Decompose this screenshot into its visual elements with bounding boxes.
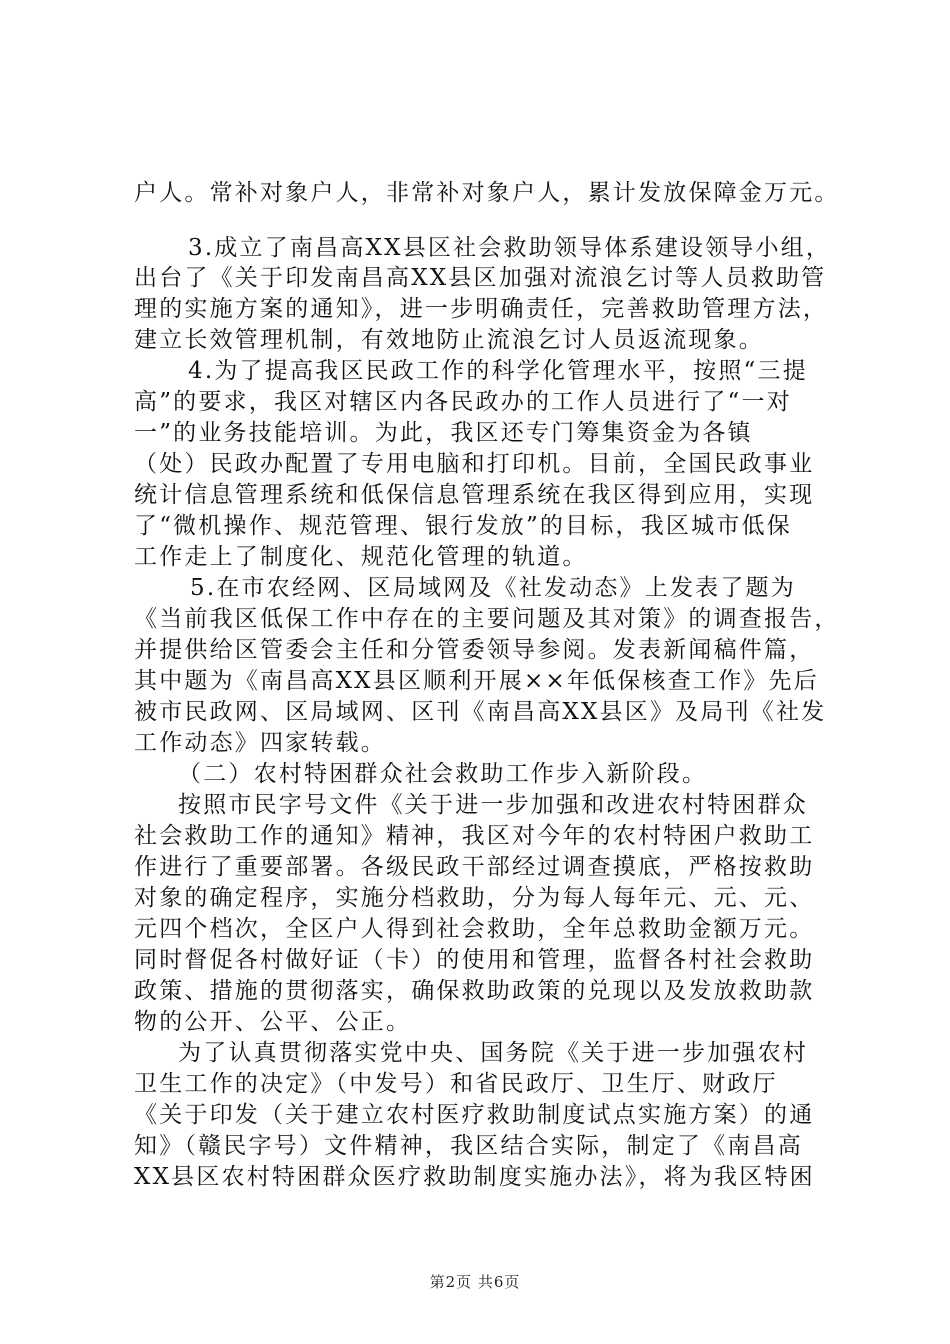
text-line: XX县区农村特困群众医疗救助制度实施办法》，将为我区特困 [134, 1164, 815, 1190]
page-number: 第2页 共6页 [429, 1273, 521, 1291]
text-line: 5.在市农经网、区局域网及《社发动态》上发表了题为 [190, 575, 796, 601]
text-line: 工作走上了制度化、规范化管理的轨道。 [134, 544, 588, 570]
text-line: （处）民政办配置了专用电脑和打印机。目前，全国民政事业 [134, 451, 815, 477]
text-line: 户人。常补对象户人，非常补对象户人，累计发放保障金万元。 [134, 180, 840, 206]
text-line: 按照市民字号文件《关于进一步加强和改进农村特困群众 [178, 792, 808, 818]
text-line: 被市民政网、区局域网、区刊《南昌高XX县区》及局刊《社发 [134, 699, 827, 725]
text-line: 知》（赣民字号）文件精神，我区结合实际，制定了《南昌高 [134, 1133, 803, 1159]
text-line: 政策、措施的贯彻落实，确保救助政策的兑现以及发放救助款 [134, 978, 815, 1004]
text-line: 社会救助工作的通知》精神，我区对今年的农村特困户救助工 [134, 823, 815, 849]
text-line: 3.成立了南昌高XX县区社会救助领导体系建设领导小组， [188, 235, 832, 261]
text-line: 《关于印发（关于建立农村医疗救助制度试点实施方案）的通 [134, 1102, 815, 1128]
text-line: 元四个档次，全区户人得到社会救助，全年总救助金额万元。 [134, 916, 815, 942]
text-line: 为了认真贯彻落实党中央、国务院《关于进一步加强农村 [178, 1040, 808, 1066]
text-line: 物的公开、公平、公正。 [134, 1009, 412, 1035]
section-heading: （二）农村特困群众社会救助工作步入新阶段。 [178, 761, 708, 787]
text-line: 工作动态》四家转载。 [134, 730, 386, 756]
text-line: 卫生工作的决定》（中发号）和省民政厅、卫生厅、财政厅 [134, 1071, 778, 1097]
text-line: 统计信息管理系统和低保信息管理系统在我区得到应用，实现 [134, 482, 815, 508]
text-line: 4.为了提高我区民政工作的科学化管理水平，按照“三提 [188, 358, 808, 384]
text-line: 建立长效管理机制，有效地防止流浪乞讨人员返流现象。 [134, 327, 764, 353]
text-line: 《当前我区低保工作中存在的主要问题及其对策》的调查报告， [134, 606, 840, 632]
text-line: 对象的确定程序，实施分档救助，分为每人每年元、元、元、 [134, 885, 815, 911]
text-line: 并提供给区管委会主任和分管委领导参阅。发表新闻稿件篇， [134, 637, 815, 663]
text-line: 理的实施方案的通知》，进一步明确责任，完善救助管理方法， [134, 296, 829, 322]
text-line: 出台了《关于印发南昌高XX县区加强对流浪乞讨等人员救助管 [134, 265, 827, 291]
text-line: 一”的业务技能培训。为此，我区还专门筹集资金为各镇 [134, 420, 753, 446]
text-line: 高”的要求，我区对辖区内各民政办的工作人员进行了“一对 [134, 389, 792, 415]
text-line: 其中题为《南昌高XX县区顺利开展××年低保核查工作》先后 [134, 668, 819, 694]
text-line: 作进行了重要部署。各级民政干部经过调查摸底，严格按救助 [134, 854, 815, 880]
text-line: 了“微机操作、规范管理、银行发放”的目标，我区城市低保 [134, 513, 792, 539]
text-line: 同时督促各村做好证（卡）的使用和管理，监督各村社会救助 [134, 947, 815, 973]
